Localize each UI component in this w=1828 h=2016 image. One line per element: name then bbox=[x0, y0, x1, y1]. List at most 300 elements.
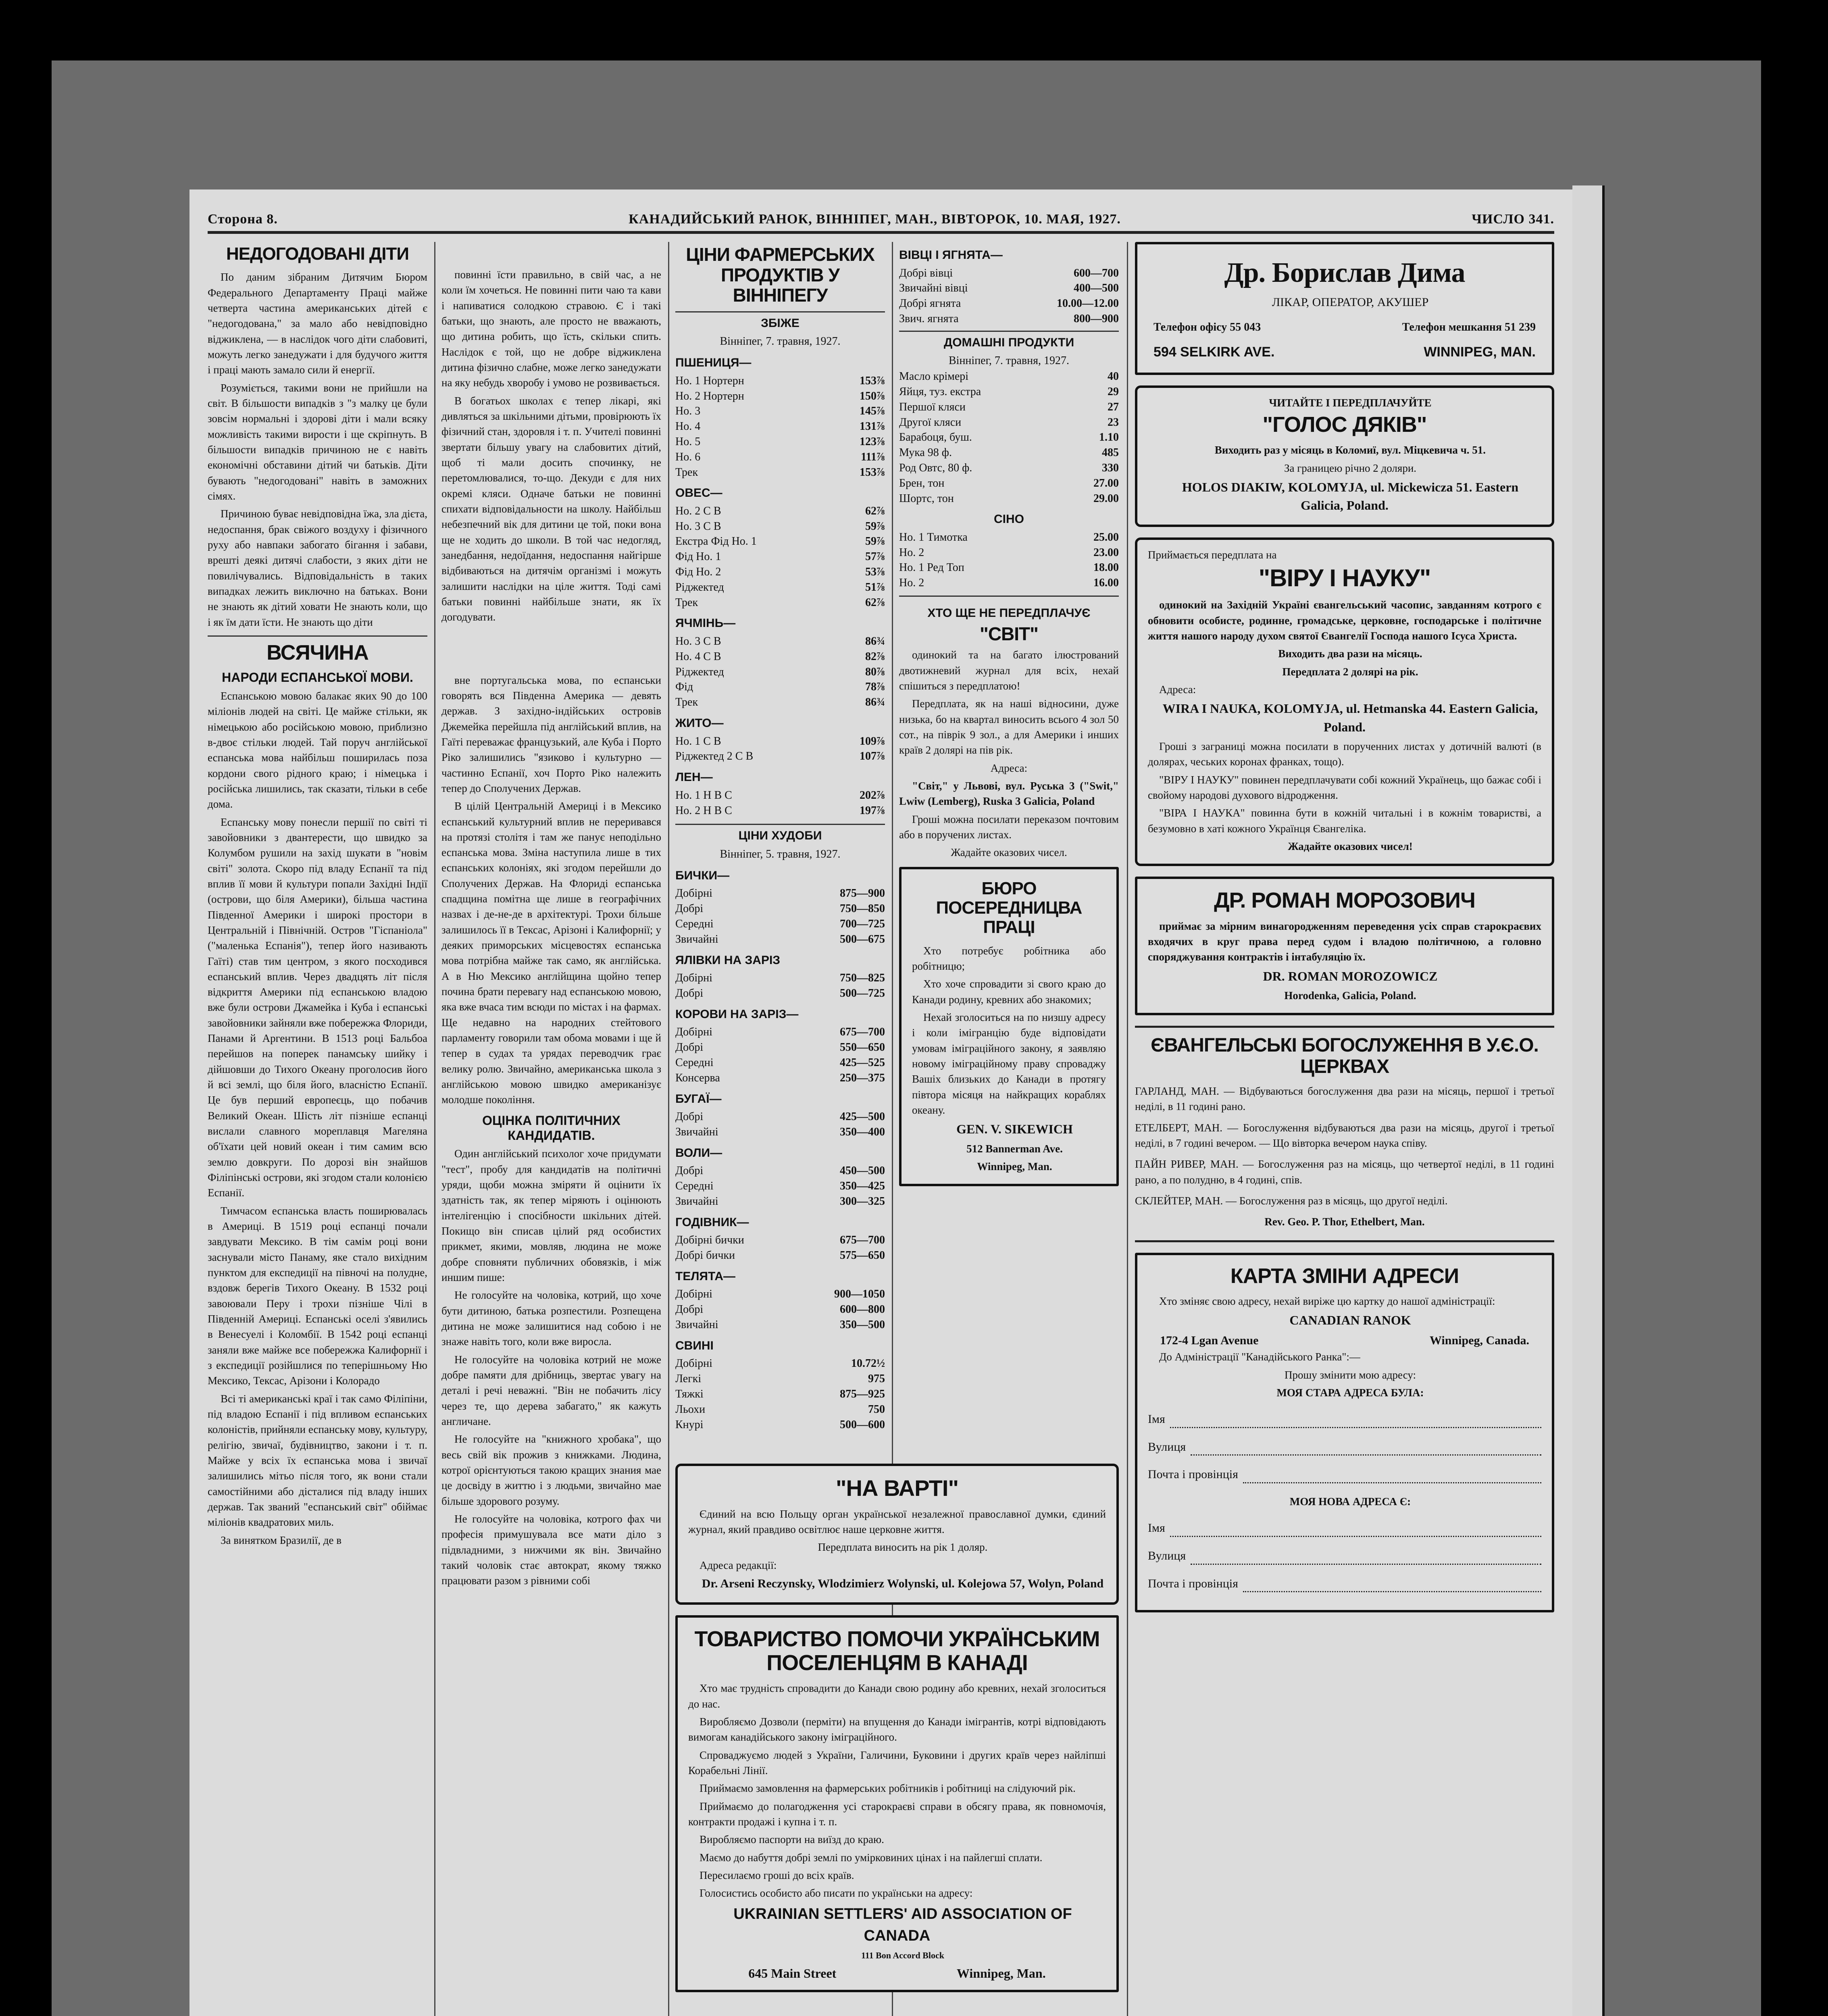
price-item: Трек bbox=[675, 696, 698, 709]
article-paragraph: Розуміється, такими вони не прийшли на світ. В більшости випадків з "з малку це були зовсім нормальні і здорові діти і мали всяку можливість такими вирости і ще скріпнуть. В більшости випадків причиною не є навіть економічні обставини дітий чи батьків. Діти бувають "недогодовані" навіть в заможних сімях. bbox=[208, 381, 427, 502]
settlers-aid-text: Виробляємо Дозволи (перміти) на впущення до Канади імігрантів, котрі відповідають вимогам канадійського закону іміграційного. bbox=[688, 1715, 1106, 1743]
holos-diakiw-text: За границею річно 2 доляри. bbox=[1284, 462, 1417, 474]
price-item: Добрі bbox=[675, 902, 704, 915]
price-item: Звичайні bbox=[675, 1318, 718, 1331]
vira-i-nauka-ad bbox=[1135, 537, 1554, 866]
price-value: 330 bbox=[1102, 461, 1119, 474]
paper-city: Winnipeg, Canada. bbox=[1429, 1333, 1529, 1347]
price-row bbox=[675, 886, 885, 901]
price-row bbox=[675, 1417, 885, 1433]
price-value: 82⅞ bbox=[865, 650, 885, 663]
price-row bbox=[675, 803, 885, 818]
price-row bbox=[675, 1055, 885, 1070]
price-row bbox=[675, 595, 885, 610]
price-item: Мука 98 ф. bbox=[899, 446, 952, 459]
holos-diakiw-ad bbox=[1135, 385, 1554, 527]
settlers-aid-city: Winnipeg, Man. bbox=[956, 1966, 1046, 1981]
group-heading: ГОДІВНИК— bbox=[675, 1215, 749, 1229]
price-value: 150⅞ bbox=[860, 389, 885, 402]
price-row bbox=[675, 664, 885, 680]
old-street-field[interactable]: Вулиця bbox=[1148, 1439, 1541, 1456]
svit-ad-address: "Світ," у Львові, вул. Руська 3 ("Swit," Lwiw (Lemberg), Ruska 3 Galicia, Poland bbox=[899, 779, 1119, 808]
price-row bbox=[675, 519, 885, 534]
price-row bbox=[675, 1356, 885, 1371]
price-item: Шортс, тон bbox=[899, 492, 954, 505]
price-row bbox=[899, 266, 1119, 281]
price-row bbox=[675, 916, 885, 932]
price-row bbox=[675, 749, 885, 764]
wide-ads bbox=[675, 1464, 1119, 2003]
dr-dyma-ad bbox=[1135, 242, 1554, 375]
price-item: Трек bbox=[675, 466, 698, 479]
church-service-entry: СКЛЕЙТЕР, МАН. — Богослуження раз в місяць, що другої неділі. bbox=[1135, 1195, 1448, 1207]
svit-ad bbox=[899, 596, 1119, 860]
group-heading: БИЧКИ— bbox=[675, 868, 730, 882]
price-row bbox=[675, 788, 885, 803]
vira-i-nauka-title: "ВІРУ І НАУКУ" bbox=[1258, 564, 1431, 592]
price-row bbox=[899, 445, 1119, 460]
price-value: 29.00 bbox=[1093, 492, 1119, 505]
article-paragraph: За винятком Бразилії, де в bbox=[221, 1534, 341, 1546]
price-row bbox=[675, 634, 885, 649]
group-heading: ОВЕС— bbox=[675, 486, 722, 500]
price-row bbox=[675, 986, 885, 1001]
settlers-aid-text: Приймаємо замовлення на фармерських робітників і робітниці на слідуючий рік. bbox=[700, 1782, 1076, 1795]
price-row bbox=[675, 1317, 885, 1333]
vira-i-nauka-text: Виходить два рази на місяць. bbox=[1278, 648, 1422, 660]
vira-i-nauka-intro: Приймається передплата на bbox=[1148, 548, 1277, 561]
article-paragraph: повинні їсти правильно, в свій час, а не коли їм хочеться. Не повинні пити чаю та кави і напиватися солодкою стравою. Є і такі батьки, що знають, але просто не вважають, що дитина робить, що їсть, скільки спить. Наслідок є той, що не добре віджиклена дитина фізично слабне, може легко занедужати на яку небудь хворобу і умово не розвивається. bbox=[441, 269, 661, 389]
price-row bbox=[675, 1040, 885, 1055]
price-table-calves bbox=[675, 1287, 885, 1332]
price-row bbox=[675, 1194, 885, 1209]
na-varti-text: Передплата виносить на рік 1 доляр. bbox=[818, 1541, 988, 1554]
price-row bbox=[675, 580, 885, 595]
price-row bbox=[675, 564, 885, 580]
price-table-oxen bbox=[675, 1163, 885, 1209]
column-rule bbox=[434, 242, 435, 2016]
price-row bbox=[675, 1371, 885, 1387]
price-row bbox=[899, 560, 1119, 575]
price-value: 350—400 bbox=[840, 1125, 885, 1138]
price-table-bulls bbox=[675, 1109, 885, 1140]
new-address-heading: МОЯ НОВА АДРЕСА Є: bbox=[1289, 1495, 1411, 1508]
price-item: Фід Но. 2 bbox=[675, 566, 721, 579]
price-value: 425—500 bbox=[840, 1110, 885, 1123]
employment-bureau-street: 512 Bannerman Ave. bbox=[966, 1142, 1063, 1155]
price-value: 23 bbox=[1108, 416, 1119, 429]
price-item: Но. 4 С В bbox=[675, 650, 721, 663]
settlers-aid-text: Пересилаємо гроші до всіх країв. bbox=[700, 1869, 854, 1881]
settlers-aid-text: Хто має трудність спровадити до Канади свою родину або кревних, нехай зголоситься до нас. bbox=[688, 1682, 1106, 1710]
price-row bbox=[675, 1163, 885, 1179]
cattle-heading: ЦІНИ ХУДОБИ bbox=[675, 824, 885, 845]
price-table-rye bbox=[675, 734, 885, 764]
price-item: Барабоця, буш. bbox=[899, 431, 972, 444]
vira-i-nauka-text: Гроші з заграниці можна посилати в порученних листах у дотичній валюті (в долярах, чеських коронах франках, тощо). bbox=[1148, 740, 1541, 768]
dr-morozovych-address: Horodenka, Galicia, Poland. bbox=[1284, 989, 1416, 1002]
column-rule bbox=[668, 242, 669, 2016]
price-item: Добрі bbox=[675, 1164, 704, 1177]
price-value: 153⅞ bbox=[860, 466, 885, 479]
article-paragraph: Не голосуйте на чоловіка, котрий, що хоче бути дитиною, батька розпестили. Розпещена дитина не може залишитися над собою і не знаже навіть того, коли вже виросла. bbox=[441, 1289, 661, 1348]
price-value: 450—500 bbox=[840, 1164, 885, 1177]
price-table-feeders bbox=[675, 1233, 885, 1263]
price-value: 153⅞ bbox=[860, 374, 885, 387]
price-value: 123⅞ bbox=[860, 435, 885, 448]
dr-morozovych-title: ДР. РОМАН МОРОЗОВИЧ bbox=[1214, 888, 1475, 913]
price-value: 750—850 bbox=[840, 902, 885, 915]
price-item: Добірні bbox=[675, 1357, 712, 1370]
price-value: 145⅞ bbox=[860, 405, 885, 418]
address-change-card bbox=[1135, 1253, 1554, 1612]
dr-dyma-phones bbox=[1153, 319, 1536, 335]
price-row bbox=[675, 1179, 885, 1194]
price-value: 700—725 bbox=[840, 917, 885, 930]
price-row bbox=[899, 311, 1119, 327]
price-row bbox=[675, 434, 885, 450]
price-item: Но. 2 Нортерн bbox=[675, 389, 744, 402]
price-value: 80⅞ bbox=[865, 665, 885, 678]
issue-number: ЧИСЛО 341. bbox=[1472, 212, 1554, 227]
price-item: Ріджектед bbox=[675, 581, 724, 594]
price-value: 57⅞ bbox=[865, 550, 885, 563]
price-row bbox=[675, 1125, 885, 1140]
settlers-aid-block: 111 Bon Accord Block bbox=[861, 1950, 944, 1961]
price-item: Льохи bbox=[675, 1403, 706, 1416]
price-value: 875—925 bbox=[840, 1388, 885, 1401]
price-value: 202⅞ bbox=[860, 789, 885, 802]
group-heading: ТЕЛЯТА— bbox=[675, 1269, 736, 1283]
address-change-paper-address bbox=[1148, 1332, 1541, 1350]
vira-i-nauka-text: Передплата 2 долярі на рік. bbox=[1282, 665, 1418, 678]
price-row bbox=[675, 1402, 885, 1417]
price-table-hay bbox=[899, 530, 1119, 591]
price-table-oats bbox=[675, 504, 885, 610]
price-item: Звич. ягнята bbox=[899, 312, 959, 325]
price-value: 675—700 bbox=[840, 1234, 885, 1247]
price-row bbox=[675, 1287, 885, 1302]
price-item: Масло крімері bbox=[899, 370, 969, 383]
dr-dyma-profession: ЛІКАР, ОПЕРАТОР, АКУШЕР bbox=[1272, 296, 1429, 309]
price-value: 600—700 bbox=[1074, 267, 1119, 279]
price-table-hogs bbox=[675, 1356, 885, 1432]
price-item: Ріджектед 2 С В bbox=[675, 750, 754, 763]
group-heading: ПШЕНИЦЯ— bbox=[675, 356, 752, 370]
page-header bbox=[208, 212, 1554, 234]
employment-bureau-title: БЮРО ПОСЕРЕДНИЦВА ПРАЦІ bbox=[936, 878, 1082, 937]
settlers-aid-text: Виробляємо паспорти на виїзд до краю. bbox=[700, 1833, 884, 1846]
price-value: 300—325 bbox=[840, 1195, 885, 1208]
vira-i-nauka-text: Адреса: bbox=[1159, 683, 1196, 696]
new-post-field[interactable]: Почта і провінція bbox=[1148, 1575, 1541, 1593]
price-row bbox=[899, 415, 1119, 430]
price-value: 800—900 bbox=[1074, 312, 1119, 325]
price-row bbox=[899, 530, 1119, 545]
cattle-date: Вінніпег, 5. травня, 1927. bbox=[720, 848, 841, 861]
column-2 bbox=[441, 242, 661, 2016]
price-row bbox=[675, 504, 885, 519]
price-item: Добірні бички bbox=[675, 1234, 744, 1247]
price-row bbox=[675, 901, 885, 916]
price-row bbox=[675, 1233, 885, 1248]
svit-ad-text: Гроші можна посилати переказом почтовим або в поручених листах. bbox=[899, 813, 1119, 841]
settlers-aid-text: Спроваджуємо людей з України, Галичини, Буковини і других країв через найліпші Корабельні Лінії. bbox=[688, 1749, 1106, 1776]
church-service-entry: ПАЙН РИВЕР, МАН. — Богослуження раз на місяць, що четвертої неділі, в 11 годині рано, а по полудню, в 4 годині, спів. bbox=[1135, 1158, 1554, 1186]
subheadline-spanish: НАРОДИ ЕСПАНСЬКОЇ МОВИ. bbox=[222, 670, 413, 685]
price-value: 550—650 bbox=[840, 1041, 885, 1054]
price-value: 40 bbox=[1108, 370, 1119, 383]
price-value: 131⅞ bbox=[860, 420, 885, 433]
price-value: 10.00—12.00 bbox=[1057, 297, 1119, 310]
price-item: Середні bbox=[675, 1180, 714, 1193]
price-table-wheat bbox=[675, 373, 885, 480]
old-post-field[interactable]: Почта і провінція bbox=[1148, 1466, 1541, 1483]
price-value: 600—800 bbox=[840, 1303, 885, 1316]
church-service-entry: ГАРЛАНД, МАН. — Відбуваються богослуження два рази на місяць, першої і третьої неділі, в 11 годині рано. bbox=[1135, 1085, 1554, 1113]
column-rule bbox=[1127, 242, 1128, 2016]
price-item: Добрі bbox=[675, 1041, 704, 1054]
group-heading: ЯЛІВКИ НА ЗАРІЗ bbox=[675, 953, 781, 967]
holos-diakiw-title: "ГОЛОС ДЯКІВ" bbox=[1262, 412, 1427, 437]
svit-ad-text: Жадайте оказових чисел. bbox=[951, 846, 1067, 859]
employment-bureau-name: GEN. V. SIKEWICH bbox=[956, 1122, 1073, 1137]
price-item: Яйця, туз. екстра bbox=[899, 385, 981, 398]
price-row bbox=[675, 1109, 885, 1125]
price-value: 750 bbox=[868, 1403, 885, 1416]
price-item: Но. 1 С В bbox=[675, 735, 721, 748]
price-item: Но. 1 Ред Топ bbox=[899, 561, 964, 574]
price-item: Но. 2 С В bbox=[675, 504, 721, 517]
new-street-field[interactable]: Вулиця bbox=[1148, 1547, 1541, 1565]
dr-dyma-address bbox=[1153, 342, 1536, 362]
price-item: Легкі bbox=[675, 1372, 702, 1385]
article-paragraph: Причиною буває невідповідна їжа, зла дієта, недоспання, брак свіжого воздуху і фізичного руху або навпаки забогато бігання і забави, врешті деякі дитячі слабости, з яких діти не повилічувались. Відповідальність в таких випадках лежить виключно на батьках. Вони не знають як дітий ховати Не знають коли, що і як їм дати їсти. Не знають що діти bbox=[208, 508, 428, 628]
price-item: Фід Но. 1 bbox=[675, 550, 721, 563]
price-row bbox=[675, 419, 885, 434]
price-item: Но. 3 С В bbox=[675, 520, 721, 533]
column-1 bbox=[208, 242, 427, 2016]
price-item: Ріджектед bbox=[675, 665, 724, 678]
svit-ad-name: "СВІТ" bbox=[980, 623, 1038, 644]
old-name-field[interactable]: Імя bbox=[1148, 1411, 1541, 1428]
price-item: Добрі вівці bbox=[899, 267, 953, 279]
address-change-title: КАРТА ЗМІНИ АДРЕСИ bbox=[1230, 1264, 1459, 1288]
price-item: Другої кляси bbox=[899, 416, 962, 429]
price-item: Но. 1 Н В С bbox=[675, 789, 732, 802]
price-value: 18.00 bbox=[1093, 561, 1119, 574]
svit-ad-text: одинокий та на багато ілюстрований двотижневий журнал для всіх, нехай спішиться з передплатою! bbox=[899, 649, 1119, 692]
dr-dyma-street: 594 SELKIRK AVE. bbox=[1153, 344, 1275, 360]
price-value: 575—650 bbox=[840, 1249, 885, 1262]
address-change-text: Прошу змінити мою адресу: bbox=[1285, 1368, 1416, 1381]
price-item: Звичайні bbox=[675, 933, 718, 946]
settlers-aid-title: ТОВАРИСТВО ПОМОЧИ УКРАЇНСЬКИМ ПОСЕЛЕНЦЯМ В КАНАДІ bbox=[694, 1627, 1100, 1675]
masthead-line: КАНАДИЙСЬКИЙ РАНОК, ВІННІПЕГ, МАН., ВІВТОРОК, 10. МАЯ, 1927. bbox=[629, 212, 1121, 227]
price-value: 900—1050 bbox=[834, 1288, 885, 1301]
price-item: Добірні bbox=[675, 1288, 712, 1301]
article-paragraph: По даним зібраним Дитячим Бюром Федерального Департаменту Праці майже четверта частина американських дітей є "недогодована," за мало або невідповідно віджиклена, — в наслідок чого діти слабовиті, можуть легко занедужати і для будучого життя і праці мають замало сили й енергії. bbox=[208, 271, 427, 376]
price-value: 62⅞ bbox=[865, 596, 885, 609]
price-value: 59⅞ bbox=[865, 535, 885, 548]
svit-ad-title: ХТО ЩЕ НЕ ПЕРЕДПЛАЧУЄ bbox=[927, 606, 1091, 620]
na-varti-title: "НА ВАРТІ" bbox=[835, 1475, 958, 1501]
vira-i-nauka-text: "ВІРА І НАУКА" повинна бути в кожній читальні і в кожнім товаристві, а безумовно в хаті кожного Українця Євангеліка. bbox=[1148, 807, 1541, 835]
price-item: Брен, тон bbox=[899, 477, 945, 489]
article-paragraph: вне португальська мова, по еспанськи говорять вся Південна Америка — девять держав. З західно-індійських островів Джемейка перейшла під англійський вплив, на Гаїті переважає французький, але Куба і Порто Ріко залишились "язиково і культурно — частинно Еспанії, хоч Порто Ріко належить тепер до Сполучених Держав. bbox=[441, 674, 661, 794]
headline-farm-prices: ЦІНИ ФАРМЕРСЬКИХ ПРОДУКТІВ У ВІННІПЕГУ bbox=[686, 244, 874, 306]
vira-i-nauka-text: Жадайте оказових чисел! bbox=[1288, 840, 1413, 852]
price-value: 86¾ bbox=[865, 635, 885, 648]
price-value: 500—725 bbox=[840, 987, 885, 1000]
settlers-aid-text: Приймаємо до полагодження усі старокраєві справи в обсягу права, як повномочія, контракти продажі і купна і т. п. bbox=[688, 1800, 1106, 1828]
settlers-aid-org: UKRAINIAN SETTLERS' AID ASSOCIATION OF CANADA bbox=[733, 1905, 1072, 1944]
price-value: 500—675 bbox=[840, 933, 885, 946]
dr-morozovych-ad bbox=[1135, 877, 1554, 1015]
employment-bureau-text: Хто хоче спровадити зі свого краю до Канади родину, кревних або знакомих; bbox=[912, 978, 1106, 1006]
price-value: 23.00 bbox=[1093, 546, 1119, 559]
price-item: Середні bbox=[675, 1056, 714, 1069]
group-heading: ВІВЦІ І ЯГНЯТА— bbox=[899, 248, 1003, 262]
price-row bbox=[675, 534, 885, 549]
price-value: 27 bbox=[1108, 400, 1119, 413]
price-row bbox=[675, 389, 885, 404]
price-item: Но. 5 bbox=[675, 435, 701, 448]
vira-i-nauka-text: одинокий на Західній Україні євангельський часопис, завданням котрого є обновити особисте, родинне, громадське, церковне, господарське і політичне життя нашого народу духом святої Євангелії Господа нашого Ісуса Христа. bbox=[1148, 599, 1541, 642]
group-heading: СВИНІ bbox=[675, 1339, 714, 1352]
price-row bbox=[675, 373, 885, 389]
group-heading: ЖИТО— bbox=[675, 716, 724, 730]
price-item: Но. 2 Н В С bbox=[675, 804, 732, 817]
price-item: Но. 2 bbox=[899, 546, 924, 559]
price-row bbox=[675, 1387, 885, 1402]
price-item: Добірні bbox=[675, 887, 712, 900]
price-row bbox=[899, 545, 1119, 560]
price-row bbox=[675, 1025, 885, 1040]
price-row bbox=[675, 404, 885, 419]
price-value: 1.10 bbox=[1099, 431, 1119, 444]
newspaper-page bbox=[189, 190, 1572, 2016]
price-row bbox=[675, 932, 885, 947]
price-table-sheep bbox=[899, 266, 1119, 327]
price-row bbox=[675, 465, 885, 480]
price-value: 109⅞ bbox=[860, 735, 885, 748]
price-value: 400—500 bbox=[1074, 282, 1119, 295]
svit-ad-text: Передплата, як на наші відносини, дуже низька, бо на квартал виносить всього 4 зол 50 сот., на пiврiк 9 зол., а для Америки і инших країв 2 долярі на пів рік. bbox=[899, 698, 1119, 756]
price-item: Добрі bbox=[675, 1110, 704, 1123]
new-name-field[interactable]: Імя bbox=[1148, 1520, 1541, 1537]
price-value: 51⅞ bbox=[865, 581, 885, 594]
holos-diakiw-address: HOLOS DIAKIW, KOLOMYJA, ul. Mickewicza 51. Eastern Galicia, Poland. bbox=[1182, 479, 1519, 513]
price-row bbox=[675, 649, 885, 664]
price-item: Но. 3 С В bbox=[675, 635, 721, 648]
column-5-ads bbox=[1135, 242, 1554, 2016]
old-address-heading: МОЯ СТАРА АДРЕСА БУЛА: bbox=[1276, 1386, 1424, 1399]
article-paragraph: Тимчасом еспанська власть поширювалась в Америці. В 1519 році еспанці почали завдувати Мексико. В тім самім році вони заснували місто Панаму, яке стало вихідним пунктом для експедиції на півночі на полудне, вздовж берегів Тихого Океану. В 1532 році завоювали Перу і трохи пізніше Чілі в Південній Америці. Еспанські оселі з'явились в Венесуелі і Коломбії. В 1542 році еспанці заняли вже майже все побережжа Калифорнії і з експедиції розійшлися по теперішньому Ню Мексико, Тексас, Арізони і Колорадо bbox=[208, 1204, 427, 1387]
holos-diakiw-tagline: ЧИТАЙТЕ І ПЕРЕДПЛАЧУЙТЕ bbox=[1269, 396, 1432, 409]
employment-bureau-city: Winnipeg, Man. bbox=[977, 1160, 1052, 1173]
settlers-aid-text: Голосистись особисто або писати по українськи на адресу: bbox=[700, 1887, 973, 1899]
holos-diakiw-text: Виходить раз у місяць в Коломиї, вул. Міцкевича ч. 51. bbox=[1214, 444, 1486, 456]
price-item: Екстра Фід Но. 1 bbox=[675, 535, 757, 548]
price-value: 29 bbox=[1108, 385, 1119, 398]
price-row bbox=[899, 460, 1119, 476]
price-value: 350—500 bbox=[840, 1318, 885, 1331]
price-item: Добрі bbox=[675, 1303, 704, 1316]
grain-heading: ЗБІЖЕ bbox=[675, 311, 885, 332]
price-row bbox=[675, 549, 885, 564]
price-table-barley bbox=[675, 634, 885, 710]
price-value: 62⅞ bbox=[865, 504, 885, 517]
price-value: 485 bbox=[1102, 446, 1119, 459]
price-value: 111⅞ bbox=[861, 450, 885, 463]
group-heading: КОРОВИ НА ЗАРІЗ— bbox=[675, 1007, 799, 1021]
price-item: Но. 3 bbox=[675, 405, 701, 418]
price-row bbox=[675, 695, 885, 710]
price-value: 25.00 bbox=[1093, 531, 1119, 544]
group-heading: БУГАЇ— bbox=[675, 1092, 722, 1106]
price-row bbox=[899, 384, 1119, 400]
paper-street: 172-4 Lgan Avenue bbox=[1160, 1333, 1259, 1347]
price-item: Звичайні bbox=[675, 1125, 718, 1138]
price-row bbox=[899, 400, 1119, 415]
hay-heading: СІНО bbox=[994, 512, 1024, 526]
price-item: Но. 4 bbox=[675, 420, 701, 433]
article-paragraph: В богатьох школах є тепер лікарі, які дивляться за шкільними дітьми, провірюють їх фізичний стан, здоровля і т. п. Учителі повинні звертати більшу увагу на слабовитих дітий, щоб ті мали досить спочинку, не перетомлювалися, то-що. Декуди є для них окремі кляси. Одначе батьки не повинні спихати відповідальности на школу. Найбільш небезпечний вік для дитини це той, поки вона ще не ходить до школи. В той час недогляд, занедбання, недоїдання, недоспання найгірше відбиваються на дитячім організмі і можуть залишити наслідки на ціле життя. Тоді самі батьки повинні найбільше знати, як їх догодувати. bbox=[441, 394, 661, 623]
address-change-text: Хто зміняє свою адресу, нехай виріже цю картку до нашої адміністрації: bbox=[1159, 1295, 1495, 1307]
article-paragraph: Не голосуйте на чоловіка, котрого фах чи професія примушувала все мати діло з підвладними, з нижчими як він. Звичайно такий чоловік стає автократ, якому тяжко працювати разом з рівними собі bbox=[441, 1512, 661, 1587]
price-row bbox=[675, 679, 885, 695]
price-row bbox=[899, 430, 1119, 445]
dr-dyma-name: Др. Борислав Дима bbox=[1224, 257, 1465, 288]
price-row bbox=[675, 734, 885, 749]
headline-undernourished: НЕДОГОДОВАНІ ДІТИ bbox=[226, 244, 409, 264]
price-row bbox=[899, 491, 1119, 506]
price-value: 197⅞ bbox=[860, 804, 885, 817]
price-row bbox=[675, 971, 885, 986]
na-varti-text: Адреса редакції: bbox=[700, 1559, 777, 1571]
address-change-text: До Адміністрації "Канадійського Ранка":— bbox=[1159, 1351, 1360, 1363]
price-table-flax bbox=[675, 788, 885, 818]
article-paragraph: Всі ті американські краї і так само Філіпіни, під владою Еспанії і під впливом еспанських колоністів, прийняли еспанську мову, культуру, релігію, звичаї, будівництво, закони і т. п. Майже у всіх їх еспанська мова і звичаї залишились мітьо після того, як вони стали самостійними або дісталися під владу інших держав. Так званий "еспанський світ" обіймає міліонів квадратових миль. bbox=[208, 1392, 427, 1529]
price-item: Тяжкі bbox=[675, 1388, 704, 1401]
page-edge bbox=[1572, 185, 1605, 2016]
headline-miscellany: ВСЯЧИНА bbox=[208, 635, 427, 664]
subheadline-candidates: ОЦІНКА ПОЛІТИЧНИХ КАНДИДАТІВ. bbox=[482, 1113, 620, 1143]
price-row bbox=[899, 575, 1119, 591]
article-paragraph: Еспанську мову понесли першії по світі ті завойовники з двантерести, що швидко за Колумбом рушили на захід шукати в "новім світі" золота. Скоро під владу Еспанії та під вплив її мови й культури попали Західні Індії (острови, що біля Америки), більша частина Південної Америки і широкі простори в Центральній і Північній. Остров "Гіспаніола" ("маленька Еспанія"), тепер його називають Гаїті) став тим центром, з якого посходився еспанський вплив. Через двадцять літ після відкриття Америки під еспанською владою вже були острови Джамейка і Куба і еспанські завойовники зайняли вже побережжа Флориди, Панами й Аргентини. В 1513 році Бальбоа перейшов на поперек панамську шийку і дійшовши до Тихого Океану проголосив його й всі землі, що біля його, власністю Еспанії. Це був перший европеєць, що побачив Великий Океан. Шість літ пізніше еспанці вислали славного мореплавця Магеляна об'їхати цей новий океан і тим самим всю землю довкруги. По дорозі він знайшов Філіпінські острови, які згодом стали колонією Еспанії. bbox=[208, 816, 427, 1199]
price-value: 10.72½ bbox=[851, 1357, 885, 1370]
price-row bbox=[675, 1248, 885, 1263]
price-item: Трек bbox=[675, 596, 698, 609]
price-value: 107⅞ bbox=[860, 750, 885, 763]
svit-ad-text: Адреса: bbox=[990, 762, 1028, 774]
price-row bbox=[899, 296, 1119, 311]
old-address-fields bbox=[1148, 1411, 1541, 1483]
price-value: 975 bbox=[868, 1372, 885, 1385]
price-row bbox=[899, 281, 1119, 296]
dr-morozovych-name-latin: DR. ROMAN MOROZOWICZ bbox=[1263, 968, 1438, 983]
article-paragraph: Не голосуйте на чоловіка котрий не може добре памяти для дрібниць, звертає увагу на деталі і речі неважні. "Він не побачить лісу через те, що дерева забагато," як кажуть англичане. bbox=[441, 1353, 661, 1427]
price-row bbox=[675, 1070, 885, 1086]
price-value: 500—600 bbox=[840, 1418, 885, 1431]
price-item: Фід bbox=[675, 681, 693, 694]
price-item: Добірні bbox=[675, 1026, 712, 1039]
price-item: Добрі bbox=[675, 987, 704, 1000]
home-products-date: Вінніпег, 7. травня, 1927. bbox=[948, 354, 1070, 367]
new-address-fields bbox=[1148, 1520, 1541, 1592]
price-value: 750—825 bbox=[840, 972, 885, 985]
